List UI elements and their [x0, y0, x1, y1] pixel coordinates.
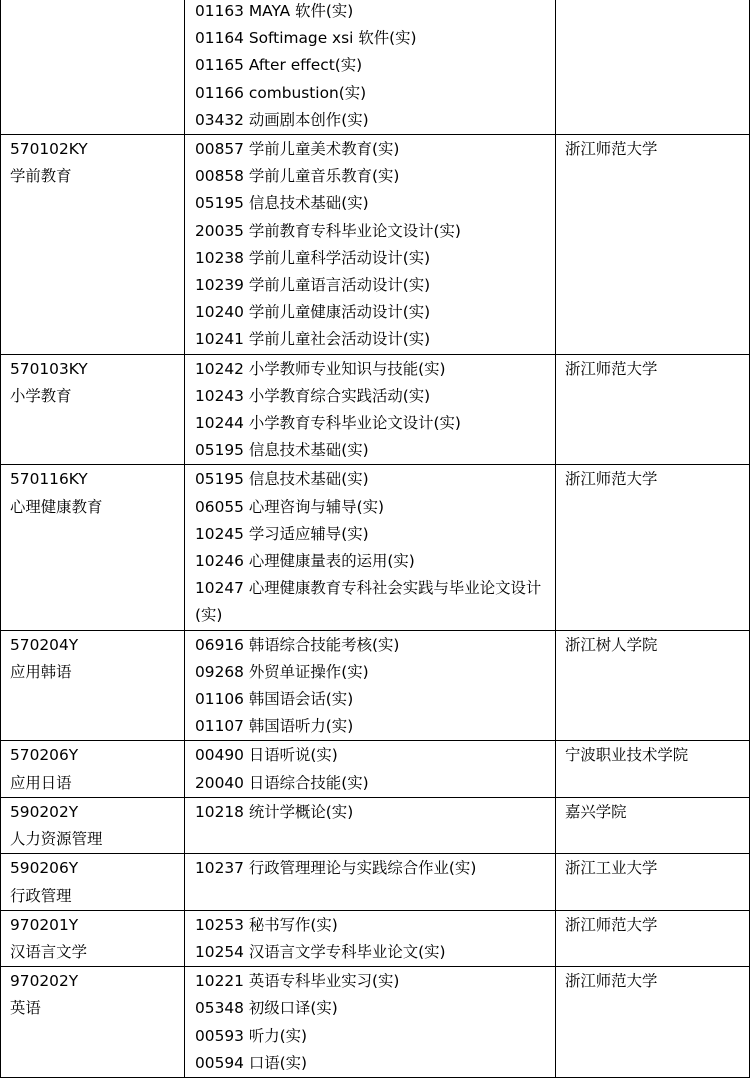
major-name: 应用韩语: [10, 662, 72, 681]
course-item: 01106 韩国语会话(实): [195, 690, 354, 709]
school-name: 浙江师范大学: [565, 915, 658, 934]
school-name: 浙江师范大学: [565, 972, 658, 991]
major-name: 应用日语: [10, 773, 72, 792]
course-item: 20040 日语综合技能(实): [195, 773, 369, 792]
school-name: 浙江师范大学: [565, 359, 658, 378]
course-item: 10218 统计学概论(实): [195, 802, 354, 821]
course-item: 10244 小学教育专科毕业论文设计(实): [195, 414, 461, 433]
major-cell: [1, 0, 185, 135]
course-item: 00594 口语(实): [195, 1053, 308, 1072]
major-code: 570204Y: [10, 635, 79, 654]
table-row: [1, 630, 750, 741]
major-code: 570103KY: [10, 359, 88, 378]
school-name: 嘉兴学院: [565, 802, 627, 821]
major-code: 570116KY: [10, 470, 88, 489]
major-code: 590202Y: [10, 802, 79, 821]
major-cell: [1, 741, 185, 797]
course-item: 05195 信息技术基础(实): [195, 441, 369, 460]
course-item: 10243 小学教育综合实践活动(实): [195, 386, 431, 405]
courses-cell: [185, 797, 556, 853]
course-item: 10241 学前儿童社会活动设计(实): [195, 330, 431, 349]
major-name: 心理健康教育: [10, 497, 103, 516]
school-cell: [556, 0, 750, 135]
course-item: 06916 韩语综合技能考核(实): [195, 635, 400, 654]
courses-cell: [185, 354, 556, 465]
school-cell: [556, 854, 750, 910]
course-item: 09268 外贸单证操作(实): [195, 662, 369, 681]
school-cell: [556, 797, 750, 853]
course-item: 10254 汉语言文学专科毕业论文(实): [195, 942, 446, 961]
course-item: 00593 听力(实): [195, 1026, 308, 1045]
major-code: 590206Y: [10, 859, 79, 878]
table-row: [1, 854, 750, 910]
course-item: 01164 Softimage xsi 软件(实): [195, 29, 417, 48]
course-item: 03432 动画剧本创作(实): [195, 110, 369, 129]
course-item: 10237 行政管理理论与实践综合作业(实): [195, 859, 477, 878]
major-name: 英语: [10, 999, 41, 1018]
table-row: [1, 354, 750, 465]
course-item: 01165 After effect(实): [195, 56, 363, 75]
course-item: 05195 信息技术基础(实): [195, 470, 369, 489]
major-cell: [1, 465, 185, 630]
course-item: 10246 心理健康量表的运用(实): [195, 552, 415, 571]
course-item: 10247 心理健康教育专科社会实践与毕业论文设计(实): [195, 579, 542, 625]
course-item: 01163 MAYA 软件(实): [195, 2, 354, 20]
course-item: 10238 学前儿童科学活动设计(实): [195, 248, 431, 267]
table-row: [1, 465, 750, 630]
table-row: [1, 797, 750, 853]
course-item: 10253 秘书写作(实): [195, 915, 338, 934]
school-name: 浙江树人学院: [565, 635, 658, 654]
course-item: 20035 学前教育专科毕业论文设计(实): [195, 221, 461, 240]
course-item: 10239 学前儿童语言活动设计(实): [195, 276, 431, 295]
school-cell: [556, 354, 750, 465]
school-cell: [556, 967, 750, 1078]
courses-cell: [185, 741, 556, 797]
school-cell: [556, 135, 750, 355]
major-cell: [1, 854, 185, 910]
school-name: 浙江师范大学: [565, 140, 658, 159]
table-row: [1, 135, 750, 355]
course-item: 00857 学前儿童美术教育(实): [195, 140, 400, 159]
major-code: 970201Y: [10, 915, 79, 934]
major-name: 汉语言文学: [10, 942, 87, 961]
major-cell: [1, 354, 185, 465]
course-item: 10242 小学教师专业知识与技能(实): [195, 359, 446, 378]
major-code: 570206Y: [10, 746, 79, 765]
major-name: 小学教育: [10, 386, 72, 405]
course-item: 00490 日语听说(实): [195, 746, 338, 765]
course-item: 00858 学前儿童音乐教育(实): [195, 167, 400, 186]
major-cell: [1, 630, 185, 741]
table-row: [1, 967, 750, 1078]
major-cell: [1, 910, 185, 966]
major-cell: [1, 135, 185, 355]
major-code: 570102KY: [10, 140, 88, 159]
school-name: 浙江师范大学: [565, 470, 658, 489]
major-cell: [1, 967, 185, 1078]
courses-cell: [185, 967, 556, 1078]
courses-cell: [185, 854, 556, 910]
table-row: [1, 741, 750, 797]
table-row: [1, 910, 750, 966]
course-item: 05195 信息技术基础(实): [195, 194, 369, 213]
school-name: 宁波职业技术学院: [565, 746, 689, 765]
course-item: 01107 韩国语听力(实): [195, 717, 354, 736]
school-cell: [556, 910, 750, 966]
school-cell: [556, 741, 750, 797]
courses-cell: [185, 0, 556, 135]
major-code: 970202Y: [10, 972, 79, 991]
school-cell: [556, 465, 750, 630]
major-name: 行政管理: [10, 886, 72, 905]
course-item: 10245 学习适应辅导(实): [195, 524, 369, 543]
courses-cell: [185, 630, 556, 741]
courses-cell: [185, 135, 556, 355]
major-name: 人力资源管理: [10, 830, 103, 849]
table-row: [1, 0, 750, 135]
major-cell: [1, 797, 185, 853]
course-item: 10240 学前儿童健康活动设计(实): [195, 303, 431, 322]
course-item: 06055 心理咨询与辅导(实): [195, 497, 384, 516]
school-name: 浙江工业大学: [565, 859, 658, 878]
major-name: 学前教育: [10, 167, 72, 186]
school-cell: [556, 630, 750, 741]
courses-cell: [185, 465, 556, 630]
course-item: 05348 初级口译(实): [195, 999, 338, 1018]
courses-cell: [185, 910, 556, 966]
course-item: 01166 combustion(实): [195, 83, 367, 102]
course-item: 10221 英语专科毕业实习(实): [195, 972, 400, 991]
